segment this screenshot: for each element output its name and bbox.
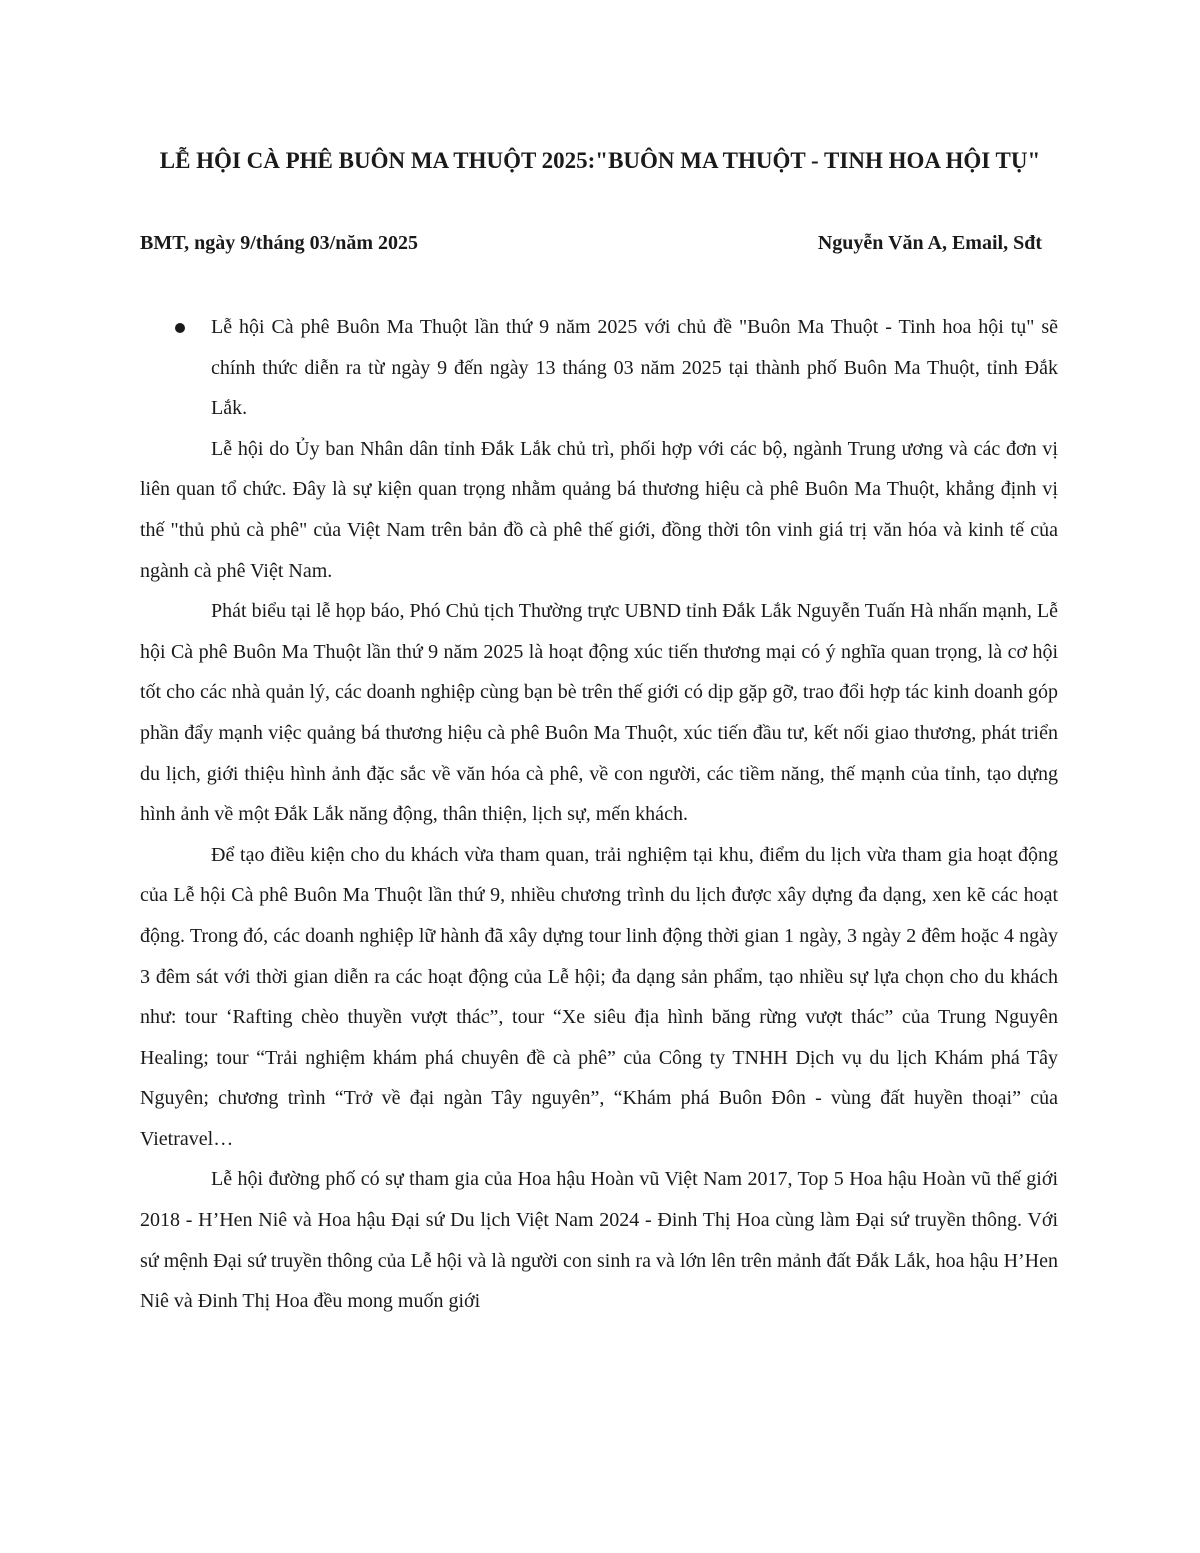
document-body [140,307,1058,1322]
bullet-item [140,307,1058,429]
author-line: Nguyễn Văn A, Email, Sđt [817,232,1042,254]
paragraph-4: Lễ hội đường phố có sự tham gia của Hoa hậu Hoàn vũ Việt Nam 2017, Top 5 Hoa hậu Hoàn vũ thế giới 2018 - H’Hen Niê và Hoa hậu Đại sứ Du lịch Việt Nam 2024 - Đinh Thị Hoa cùng làm Đại sứ truyền thông. Với sứ mệnh Đại sứ truyền thông của Lễ hội và là người con sinh ra và lớn lên trên mảnh đất Đắk Lắk, hoa hậu H’Hen Niê và Đinh Thị Hoa đều mong muốn giới [140,1168,1058,1313]
paragraph-1: Lễ hội do Ủy ban Nhân dân tỉnh Đắk Lắk chủ trì, phối hợp với các bộ, ngành Trung ương và các đơn vị liên quan tổ chức. Đây là sự kiện quan trọng nhằm quảng bá thương hiệu cà phê Buôn Ma Thuột, khẳng định vị thế "thủ phủ cà phê" của Việt Nam trên bản đồ cà phê thế giới, đồng thời tôn vinh giá trị văn hóa và kinh tế của ngành cà phê Việt Nam. [140,437,1058,582]
paragraph-2: Phát biểu tại lễ họp báo, Phó Chủ tịch Thường trực UBND tỉnh Đắk Lắk Nguyễn Tuấn Hà nhấn mạnh, Lễ hội Cà phê Buôn Ma Thuột lần thứ 9 năm 2025 là hoạt động xúc tiến thương mại có ý nghĩa quan trọng, là cơ hội tốt cho các nhà quản lý, các doanh nghiệp cùng bạn bè trên thế giới có dịp gặp gỡ, trao đổi hợp tác kinh doanh góp phần đẩy mạnh việc quảng bá thương hiệu cà phê Buôn Ma Thuột, xúc tiến đầu tư, kết nối giao thương, phát triển du lịch, giới thiệu hình ảnh đặc sắc về văn hóa cà phê, về con người, các tiềm năng, thế mạnh của tỉnh, tạo dựng hình ảnh về một Đắk Lắk năng động, thân thiện, lịch sự, mến khách. [140,600,1058,826]
document-meta-row [140,228,1042,258]
document-title: LỄ HỘI CÀ PHÊ BUÔN MA THUỘT 2025:"BUÔN MA THUỘT - TINH HOA HỘI TỤ" [159,148,1041,173]
bullet-text: Lễ hội Cà phê Buôn Ma Thuột lần thứ 9 năm 2025 với chủ đề "Buôn Ma Thuột - Tinh hoa hội tụ" sẽ chính thức diễn ra từ ngày 9 đến ngày 13 tháng 03 năm 2025 tại thành phố Buôn Ma Thuột, tỉnh Đắk Lắk. [211,316,1058,420]
date-line: BMT, ngày 9/tháng 03/năm 2025 [140,232,418,254]
paragraph-3: Để tạo điều kiện cho du khách vừa tham quan, trải nghiệm tại khu, điểm du lịch vừa tham gia hoạt động của Lễ hội Cà phê Buôn Ma Thuột lần thứ 9, nhiều chương trình du lịch được xây dựng đa dạng, xen kẽ các hoạt động. Trong đó, các doanh nghiệp lữ hành đã xây dựng tour linh động thời gian 1 ngày, 3 ngày 2 đêm hoặc 4 ngày 3 đêm sát với thời gian diễn ra các hoạt động của Lễ hội; đa dạng sản phẩm, tạo nhiều sự lựa chọn cho du khách như: tour ‘Rafting chèo thuyền vượt thác”, tour “Xe siêu địa hình băng rừng vượt thác” của Trung Nguyên Healing; tour “Trải nghiệm khám phá chuyên đề cà phê” của Công ty TNHH Dịch vụ du lịch Khám phá Tây Nguyên; chương trình “Trở về đại ngàn Tây nguyên”, “Khám phá Buôn Đôn - vùng đất huyền thoại” của Vietravel… [140,843,1058,1150]
bullet-dot-icon [175,323,185,333]
